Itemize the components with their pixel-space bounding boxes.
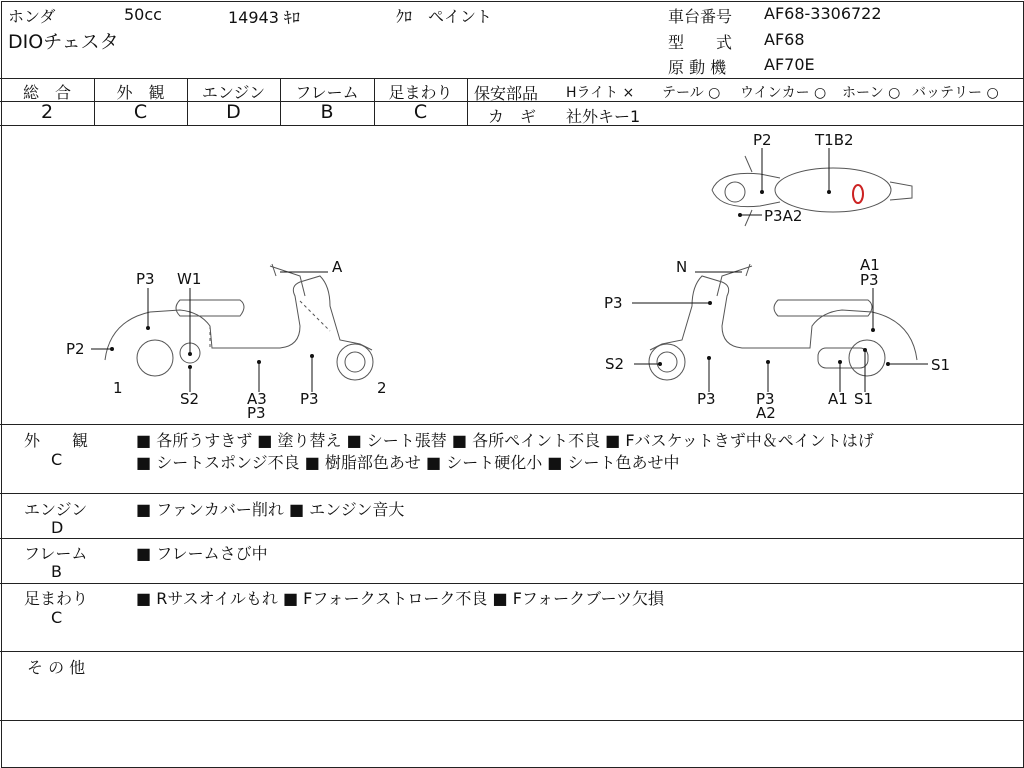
label-l-1: 1 — [113, 379, 123, 397]
label-top-p2: P2 — [753, 131, 772, 149]
key-label: カ ギ — [488, 107, 537, 126]
safety-tail: テール ○ — [662, 85, 721, 101]
exterior-value: C — [133, 101, 148, 123]
label-l-w1: W1 — [177, 270, 202, 288]
frame-grade-label: フレーム — [295, 83, 359, 102]
divider — [0, 720, 1023, 721]
remark-engine-line1: ■ ファンカバー削れ ■ エンジン音大 — [136, 500, 405, 519]
remark-suspension-grade: C — [51, 608, 63, 627]
label-r-a1: A1 — [860, 256, 880, 274]
remark-frame-label: フレーム — [24, 544, 88, 563]
safety-battery: バッテリー ○ — [912, 85, 999, 101]
color: ｸﾛ ペイント — [396, 7, 493, 26]
maker: ホンダ — [8, 7, 56, 26]
label-l-p3c: P3 — [300, 390, 319, 408]
divider — [0, 583, 1023, 584]
remark-suspension-line1: ■ Rサスオイルもれ ■ Fフォークストローク不良 ■ Fフォークブーツ欠損 — [136, 589, 664, 608]
frame-grade-value: B — [320, 101, 334, 123]
remark-frame-line1: ■ フレームさび中 — [136, 544, 268, 563]
label-r-a2: A2 — [756, 404, 776, 422]
overall-value: 2 — [40, 101, 54, 123]
label-l-p2: P2 — [66, 340, 85, 358]
label-top-t1b2: T1B2 — [815, 131, 854, 149]
label-r-p3: P3 — [604, 294, 623, 312]
exterior-label: 外 観 — [116, 83, 165, 102]
remark-engine-grade: D — [51, 518, 64, 537]
label-top-p3a2: P3A2 — [764, 207, 803, 225]
label-r-s1: S1 — [931, 356, 951, 374]
divider — [0, 538, 1023, 539]
remark-exterior-line2: ■ シートスポンジ不良 ■ 樹脂部色あせ ■ シート硬化小 ■ シート色あせ中 — [136, 453, 680, 472]
safety-headlight: Hライト × — [566, 85, 635, 101]
remark-exterior-label: 外 観 — [24, 431, 89, 450]
overall-label: 総 合 — [22, 83, 71, 102]
label-l-p3b: P3 — [247, 404, 266, 422]
remark-exterior-line1: ■ 各所うすきず ■ 塗り替え ■ シート張替 ■ 各所ペイント不良 ■ Fバスケットきず中＆ペイントはげ — [136, 431, 874, 450]
label-l-p3: P3 — [136, 270, 155, 288]
label-l-s2: S2 — [180, 390, 200, 408]
frame-no-label: 車台番号 — [668, 7, 733, 26]
divider — [0, 424, 1023, 425]
remark-other-label: そ の 他 — [27, 658, 86, 677]
label-l-a3: A3 — [247, 390, 267, 408]
displacement: 50cc — [124, 5, 162, 24]
callout-lines — [91, 148, 928, 392]
divider — [0, 78, 1023, 79]
remark-suspension-label: 足まわり — [24, 589, 89, 608]
remark-frame-grade: B — [51, 562, 62, 581]
label-r-n: N — [676, 258, 688, 276]
frame-no-value: AF68-3306722 — [764, 4, 882, 23]
label-r-s1b: S1 — [854, 390, 874, 408]
label-r-p3b: P3 — [697, 390, 716, 408]
safety-label: 保安部品 — [474, 84, 539, 103]
label-l-2: 2 — [377, 379, 387, 397]
divider — [0, 493, 1023, 494]
model-name: DIOチェスタ — [8, 31, 119, 53]
suspension-grade-label: 足まわり — [388, 83, 453, 102]
label-l-a: A — [332, 258, 343, 276]
divider — [467, 78, 468, 125]
remark-engine-label: エンジン — [24, 500, 88, 519]
mileage: 14943 ｷﾛ — [228, 8, 300, 27]
type-label: 型 式 — [668, 33, 733, 52]
safety-horn: ホーン ○ — [842, 85, 901, 101]
remark-exterior-grade: C — [51, 450, 63, 469]
label-r-p3c: P3 — [756, 390, 775, 408]
label-r-p3top: P3 — [860, 271, 879, 289]
key-value: 社外キー1 — [566, 107, 641, 126]
damage-marker — [853, 185, 863, 203]
engine-label: 原 動 機 — [668, 58, 727, 77]
engine-grade-value: D — [226, 101, 241, 123]
label-r-s2: S2 — [605, 355, 625, 373]
engine-grade-label: エンジン — [201, 83, 266, 102]
suspension-grade-value: C — [413, 101, 428, 123]
label-r-a1b: A1 — [828, 390, 848, 408]
engine-value: AF70E — [764, 55, 815, 74]
divider — [0, 651, 1023, 652]
type-value: AF68 — [764, 30, 805, 49]
safety-winker: ウインカー ○ — [740, 85, 827, 101]
